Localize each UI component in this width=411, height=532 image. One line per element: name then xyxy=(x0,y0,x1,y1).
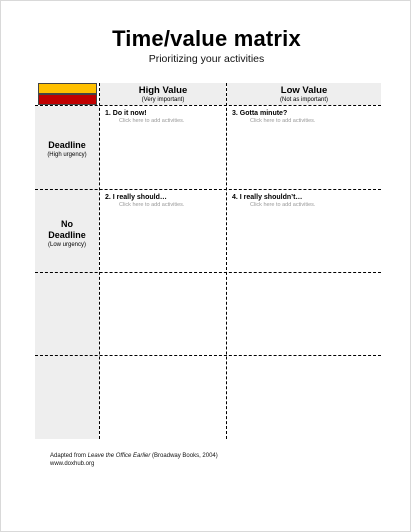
grid-line xyxy=(35,189,381,190)
row-header-label: Deadline xyxy=(48,140,86,150)
legend-swatch-red xyxy=(38,94,97,105)
quadrant-placeholder[interactable]: Click here to add activities. xyxy=(119,118,185,124)
grid-line xyxy=(35,355,381,356)
page-subtitle: Prioritizing your activities xyxy=(148,53,265,65)
grid-line xyxy=(35,272,381,273)
quadrant-placeholder[interactable]: Click here to add activities. xyxy=(250,202,316,208)
quadrant-placeholder[interactable]: Click here to add activities. xyxy=(119,202,185,208)
quadrant-title: 3. Gotta minute? xyxy=(232,110,288,117)
grid-line xyxy=(35,105,381,106)
page-title: Time/value matrix xyxy=(112,26,301,51)
footer-book-title: Leave the Office Earlier xyxy=(87,453,151,459)
row-header-sublabel: (Low urgency) xyxy=(47,242,86,248)
footer-credit xyxy=(50,452,218,468)
quadrant-placeholder[interactable]: Click here to add activities. xyxy=(250,118,316,124)
quadrant-title: 2. I really should… xyxy=(105,194,167,201)
grid-line xyxy=(99,83,100,439)
footer-suffix: (Broadway Books, 2004) xyxy=(150,453,218,459)
quadrant-title: 1. Do it now! xyxy=(105,110,147,117)
column-header-label: High Value xyxy=(138,85,188,96)
quadrant-title: 4. I really shouldn’t… xyxy=(232,194,303,201)
legend-swatch-yellow xyxy=(38,83,97,94)
footer-website-link[interactable]: www.doxhub.org xyxy=(50,461,95,467)
grid-line xyxy=(226,83,227,439)
footer-prefix: Adapted from xyxy=(50,453,88,459)
row-header-no-deadline xyxy=(35,219,99,249)
row-header-deadline xyxy=(35,140,99,159)
column-header-low-value xyxy=(227,85,381,104)
column-header-sublabel: (Very important) xyxy=(141,97,185,103)
column-header-sublabel: (Not as important) xyxy=(279,97,328,103)
row-header-label: No Deadline xyxy=(48,219,86,240)
row-header-sublabel: (High urgency) xyxy=(47,152,87,158)
column-header-label: Low Value xyxy=(280,85,328,96)
column-header-high-value xyxy=(100,85,226,104)
